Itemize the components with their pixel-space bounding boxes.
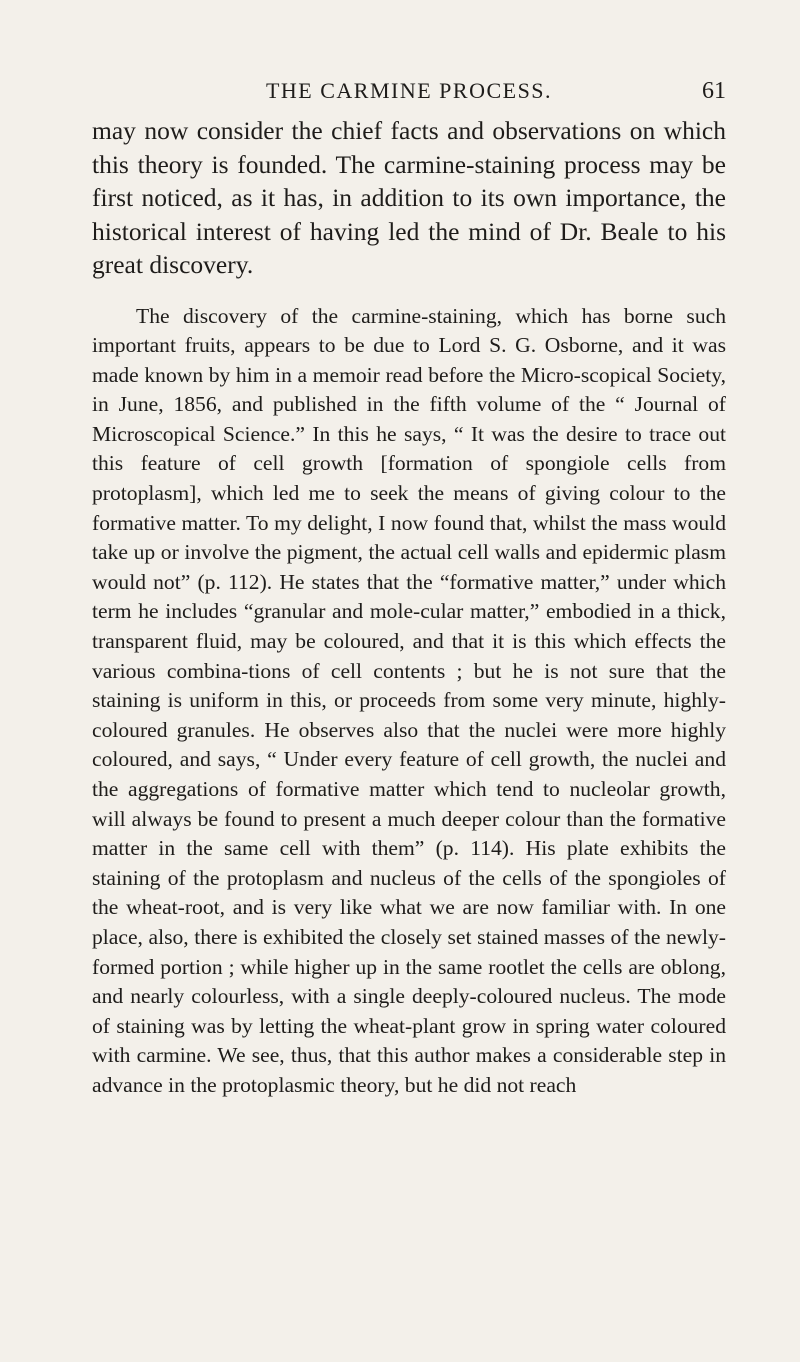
running-title: THE CARMINE PROCESS. xyxy=(265,78,553,103)
book-page xyxy=(0,78,800,1362)
page-number: 61 xyxy=(702,78,726,104)
page-header xyxy=(92,78,726,108)
continued-paragraph: may now consider the chief facts and observations on which this theory is founded. The carmine-staining process may be first noticed, as it has, in addition to its own importance, the historical interest of having led the mind of Dr. Beale to his great discovery. xyxy=(92,116,726,279)
body-paragraph: The discovery of the carmine-staining, which has borne such important fruits, appears to be due to Lord S. G. Osborne, and it was made known by him in a memoir read before the Micro-scopical Society, in June, 1856, and published in the fifth volume of the “ Journal of Microscopical Science.” In this he says, “ It was the desire to trace out this feature of cell growth [formation of spongiole cells from protoplasm], which led me to seek the means of giving colour to the formative matter. To my delight, I now found that, whilst the mass would take up or involve the pigment, the actual cell walls and epidermic plasm would not” (p. 112). He states that the “formative matter,” under which term he includes “granular and mole-cular matter,” embodied in a thick, transparent fluid, may be coloured, and that it is this which effects the various combina-tions of cell contents ; but he is not sure that the staining is uniform in this, or proceeds from some very minute, highly-coloured granules. He observes also that the nuclei were more highly coloured, and says, “ Under every feature of cell growth, the nuclei and the aggregations of formative matter which tend to nucleolar growth, will always be found to present a much deeper colour than the formative matter in the same cell with them” (p. 114). His plate exhibits the staining of the protoplasm and nucleus of the cells of the spongioles of the wheat-root, and is very like what we are now familiar with. In one place, also, there is exhibited the closely set stained masses of the newly-formed portion ; while higher up in the same rootlet the cells are oblong, and nearly colourless, with a single deeply-coloured nucleus. The mode of staining was by letting the wheat-plant grow in spring water coloured with carmine. We see, thus, that this author makes a considerable step in advance in the protoplasmic theory, but he did not reach xyxy=(92,303,726,1097)
